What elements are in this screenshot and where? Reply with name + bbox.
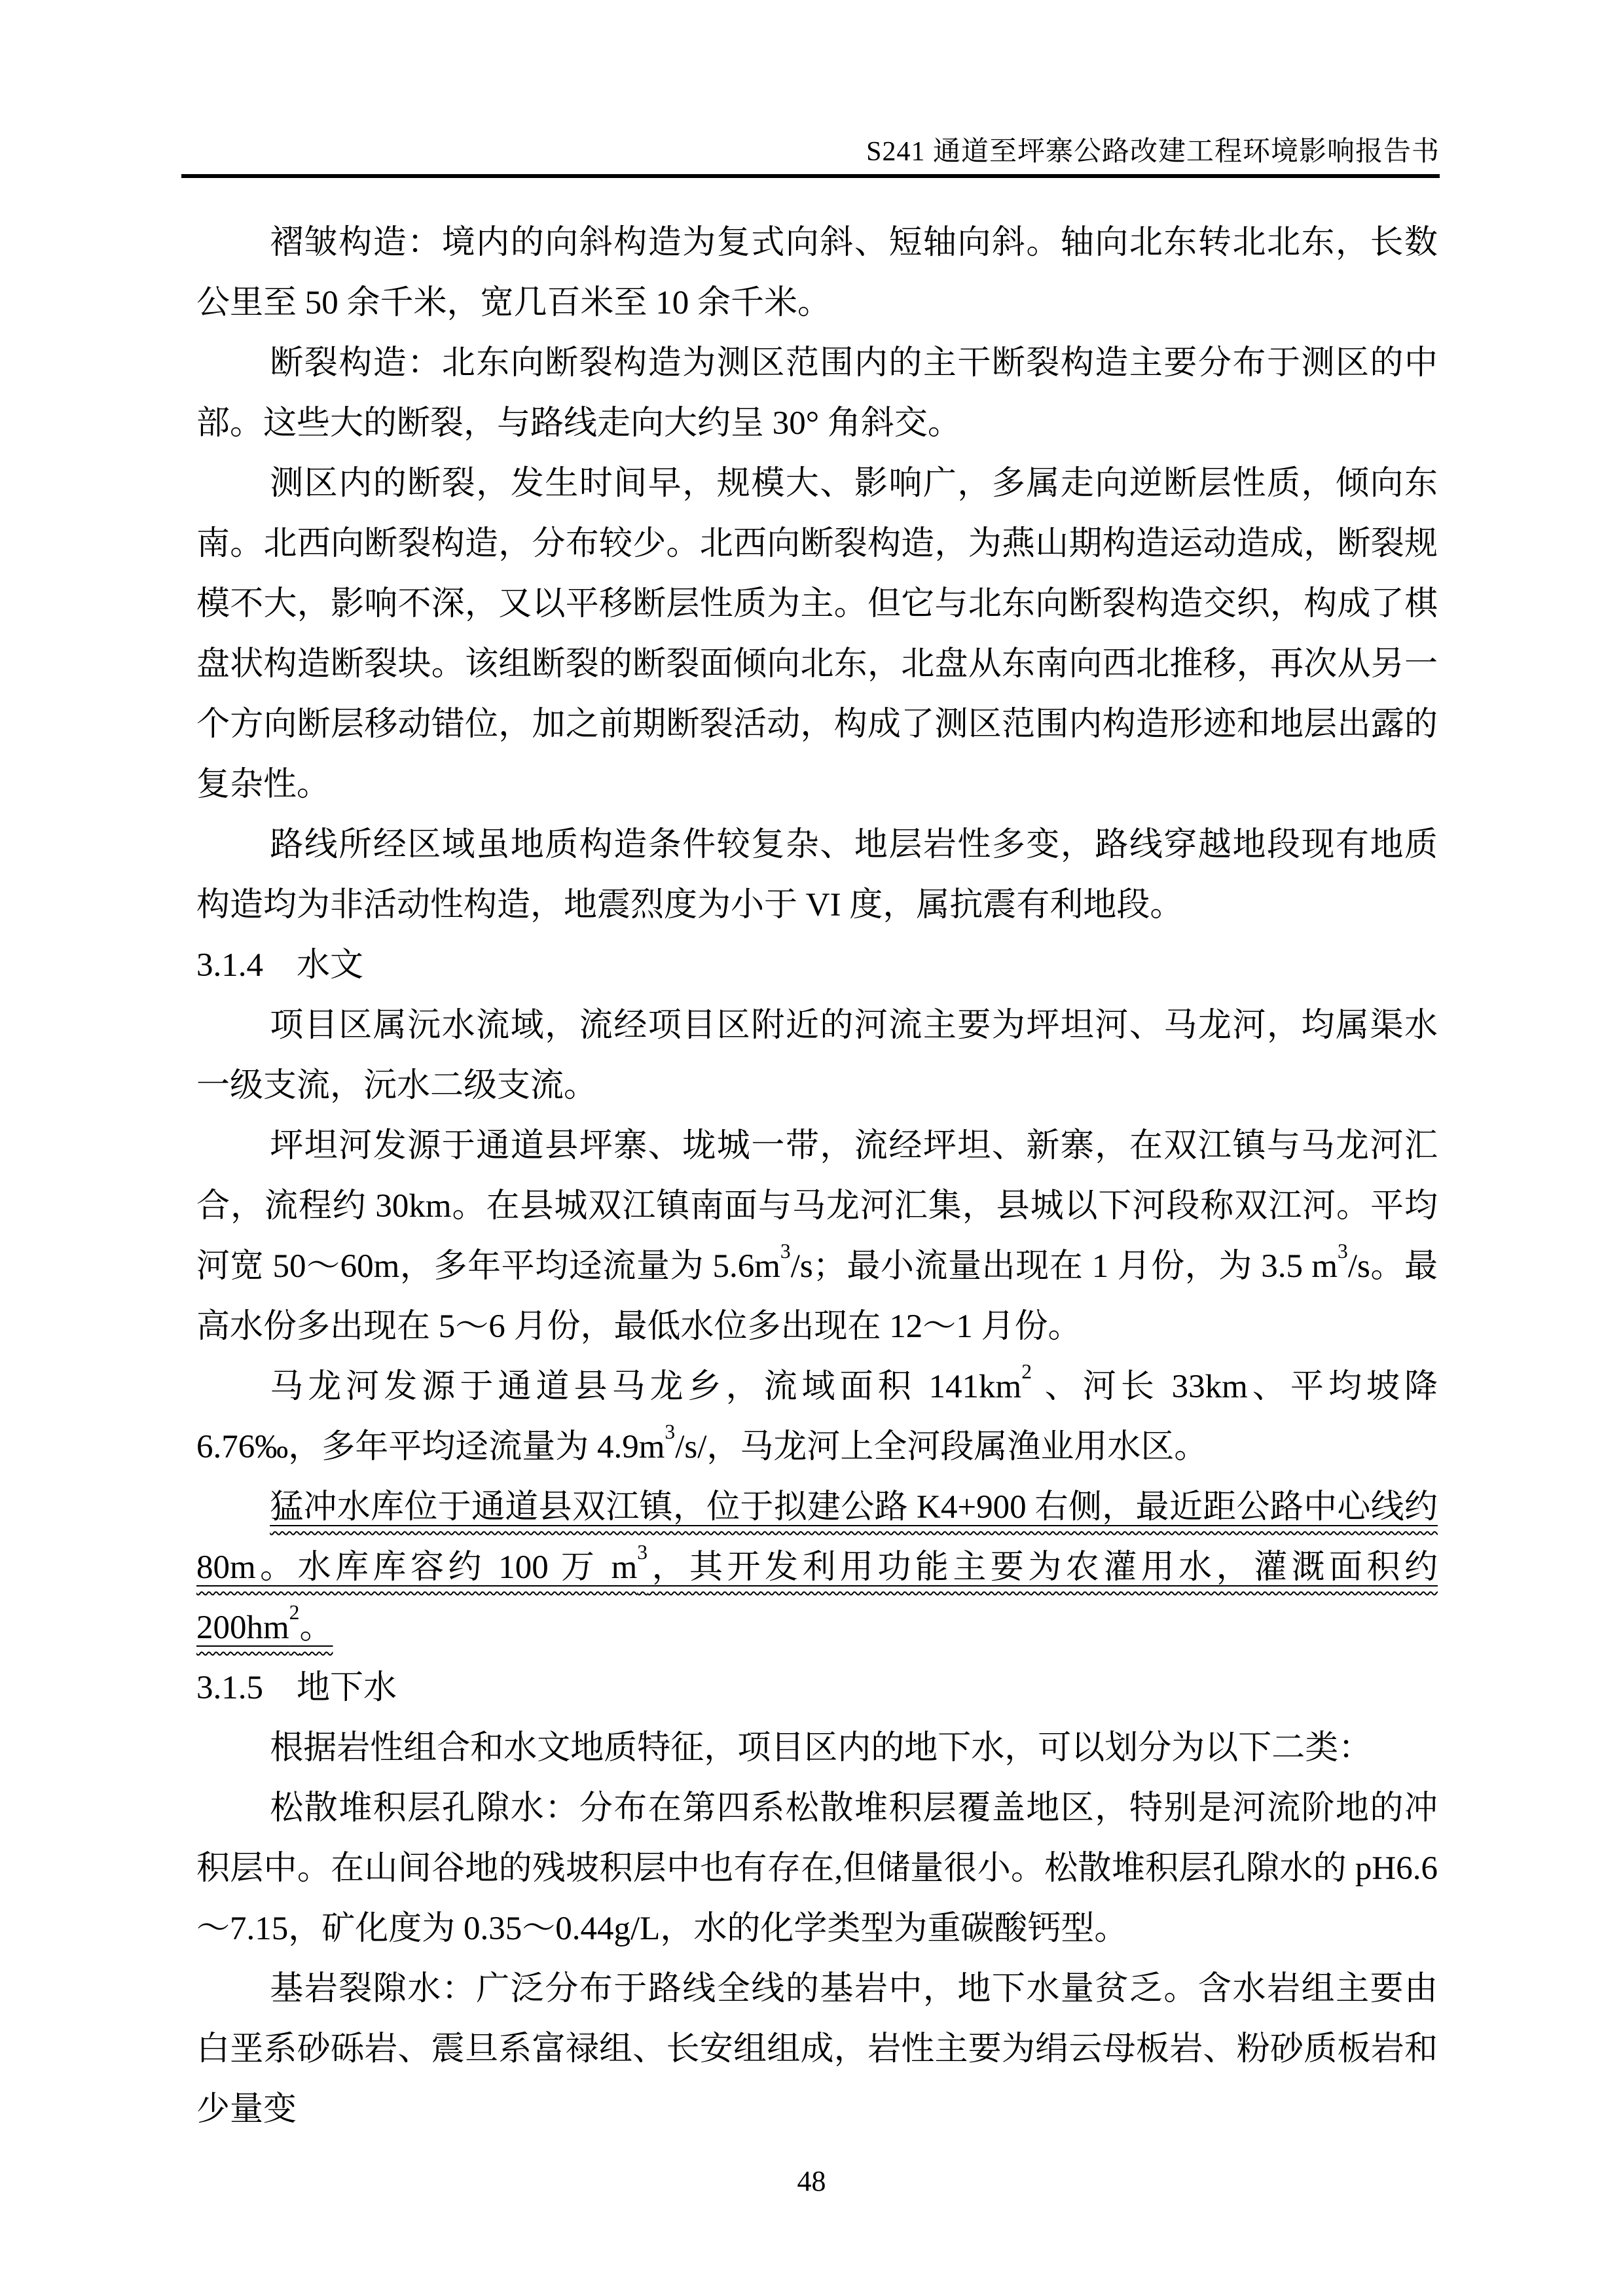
superscript: 3 xyxy=(780,1239,791,1263)
superscript: 2 xyxy=(1021,1359,1032,1383)
superscript: 3 xyxy=(665,1420,676,1443)
header-rule xyxy=(181,174,1440,178)
section-heading: 3.1.4 水文 xyxy=(196,947,364,984)
header-title: S241 通道至坪寨公路改建工程环境影响报告书 xyxy=(866,137,1440,167)
page-footer xyxy=(0,2165,1623,2198)
paragraph: 测区内的断裂，发生时间早，规模大、影响广，多属走向逆断层性质，倾向东南。北西向断裂构造，分布较少。北西向断裂构造，为燕山期构造运动造成，断裂规模不大，影响不深，又以平移断层性质为主。但它与北东向断裂构造交织，构成了棋盘状构造断裂块。该组断裂的断裂面倾向北东，北盘从东南向西北推移，再次从另一个方向断层移动错位，加之前期断裂活动，构成了测区范围内构造形迹和地层出露的复杂性。 xyxy=(196,465,1438,803)
superscript: 3 xyxy=(1338,1239,1348,1263)
paragraph: 断裂构造：北东向断裂构造为测区范围内的主干断裂构造主要分布于测区的中部。这些大的断裂，与路线走向大约呈 30° 角斜交。 xyxy=(196,345,1438,442)
paragraph: 基岩裂隙水：广泛分布于路线全线的基岩中，地下水量贫乏。含水岩组主要由白垩系砂砾岩、震旦系富禄组、长安组组成，岩性主要为绢云母板岩、粉砂质板岩和少量变 xyxy=(196,1971,1438,2128)
section-heading: 3.1.5 地下水 xyxy=(196,1670,397,1706)
page-number: 48 xyxy=(797,2165,826,2197)
paragraph: 路线所经区域虽地质构造条件较复杂、地层岩性多变，路线穿越地段现有地质构造均为非活动性构造，地震烈度为小于 VI 度，属抗震有利地段。 xyxy=(196,827,1438,924)
document-body xyxy=(196,213,1438,2140)
superscript: 2 xyxy=(289,1600,300,1624)
wavy-underline-span: 猛冲水库位于通道县双江镇，位于拟建公路 K4+900 右侧，最近距公路中心线约 80m。水库库容约 100 万 $m^3$，其开发利用功能主要为农灌用水，灌溉面积约 $200hm^2$。 xyxy=(196,1489,1438,1646)
paragraph: 褶皱构造：境内的向斜构造为复式向斜、短轴向斜。轴向北东转北北东，长数公里至 50 余千米，宽几百米至 10 余千米。 xyxy=(196,224,1438,321)
paragraph: 马龙河发源于通道县马龙乡，流域面积 $141km^2$ 、河长 33km、平均坡降 6.76‰，多年平均迳流量为 $4.9m^3/s/$，马龙河上全河段属渔业用水区。 xyxy=(196,1359,1438,1465)
paragraph: 松散堆积层孔隙水：分布在第四系松散堆积层覆盖地区，特别是河流阶地的冲积层中。在山间谷地的残坡积层中也有存在,但储量很小。松散堆积层孔隙水的 pH6.6～7.15，矿化度为 0.35～0.44g/L，水的化学类型为重碳酸钙型。 xyxy=(196,1790,1438,1947)
superscript: 3 xyxy=(637,1540,648,1564)
paragraph: 坪坦河发源于通道县坪寨、垅城一带，流经坪坦、新寨，在双江镇与马龙河汇合，流程约 30km。在县城双江镇南面与马龙河汇集，县城以下河段称双江河。平均河宽 50～60m，多年平均迳流量为 $5.6m^3/s$；最小流量出现在 1 月份，为 3.5 $m^3/s$。最高水份多出现在 5～6 月份，最低水位多出现在 12～1 月份。 xyxy=(196,1128,1438,1345)
paragraph-underlined xyxy=(196,1477,1438,1658)
paragraph: 项目区属沅水流域，流经项目区附近的河流主要为坪坦河、马龙河，均属渠水一级支流，沅水二级支流。 xyxy=(196,1007,1438,1104)
page-header xyxy=(181,0,1440,178)
paragraph: 根据岩性组合和水文地质特征，项目区内的地下水，可以划分为以下二类： xyxy=(270,1730,1372,1767)
